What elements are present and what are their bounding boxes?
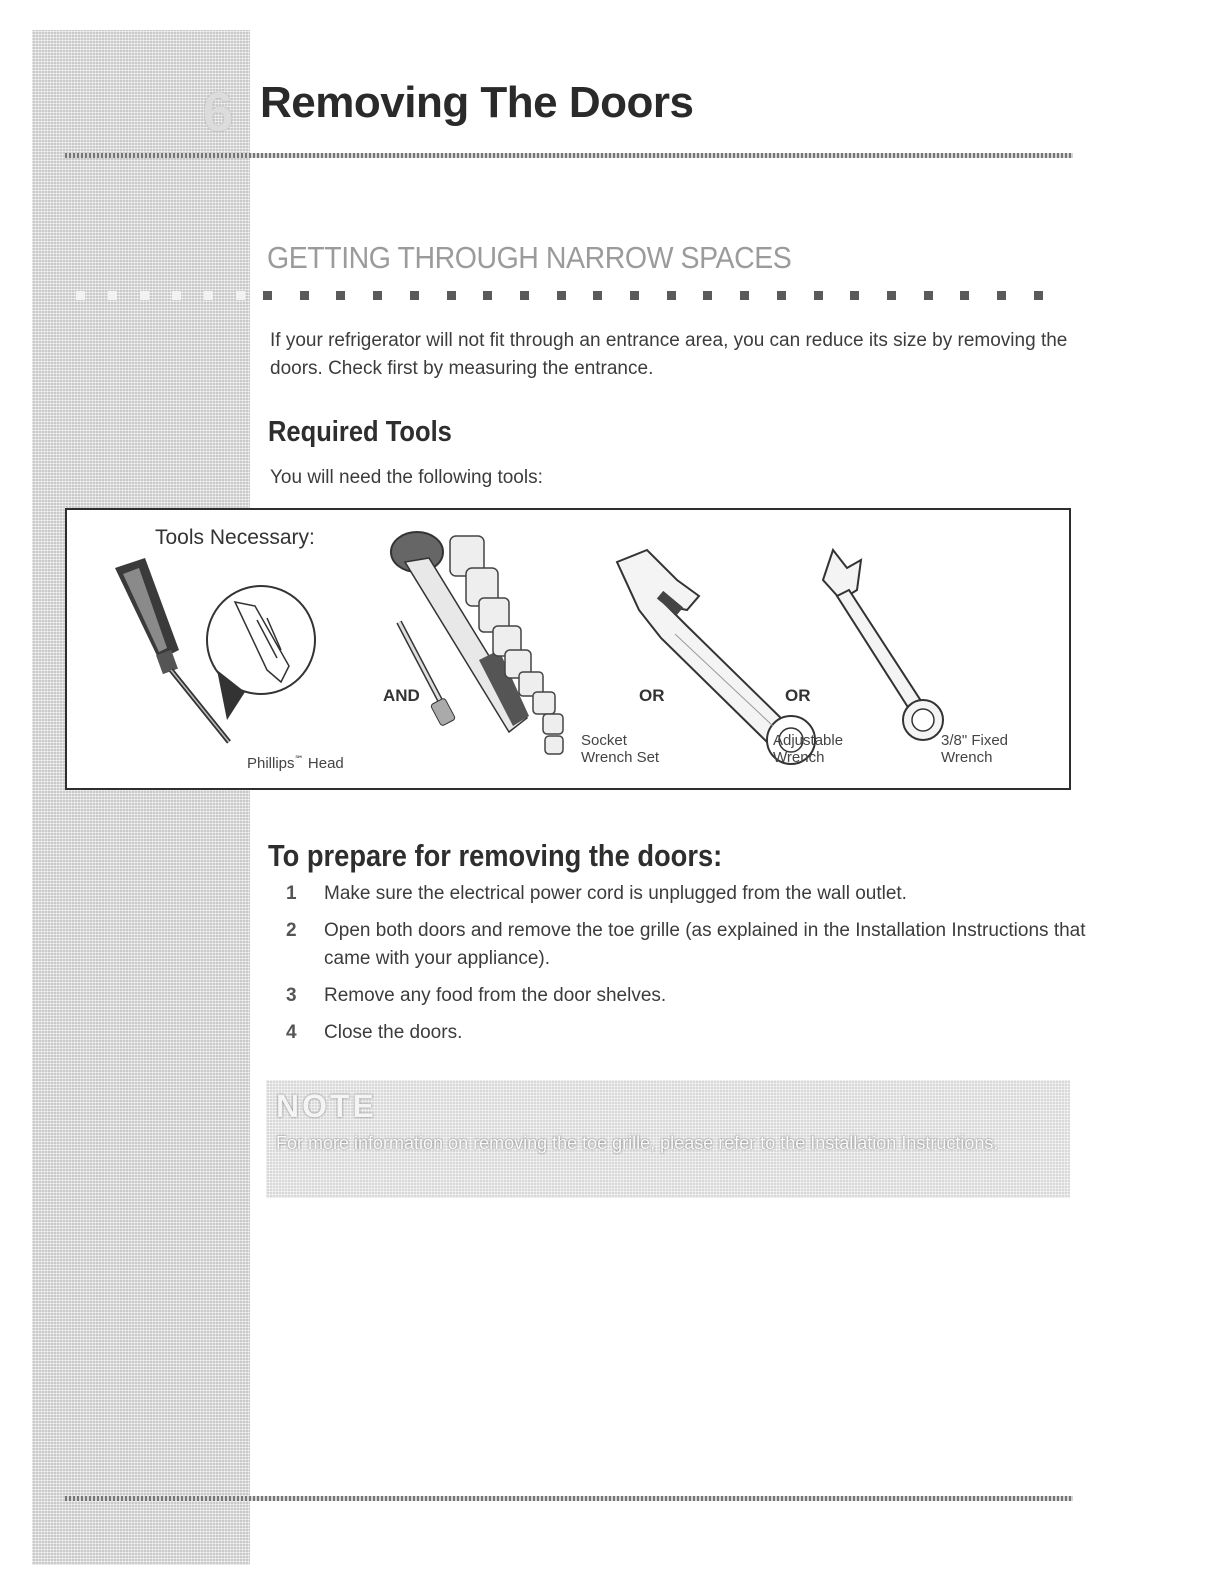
tools-illustration-box [65, 508, 1071, 790]
fixed-wrench-icon [823, 550, 943, 740]
step-number: 1 [286, 883, 297, 904]
dotted-separator [46, 288, 1076, 302]
separator-dot [814, 291, 823, 300]
separator-dot [76, 291, 85, 300]
separator-dot [108, 291, 117, 300]
separator-dot [410, 291, 419, 300]
footer-rule [65, 1496, 1073, 1501]
or-label-1: OR [639, 686, 665, 705]
tools-drawing [67, 510, 1069, 788]
header-rule [65, 153, 1073, 158]
separator-dot [593, 291, 602, 300]
separator-dot [777, 291, 786, 300]
fixed-line2: Wrench [941, 749, 993, 766]
prepare-steps-list [286, 880, 1086, 1056]
separator-dot [300, 291, 309, 300]
step-text: Close the doors. [324, 1022, 463, 1043]
socket-line2: Wrench Set [581, 749, 660, 766]
separator-dot [630, 291, 639, 300]
step-item [286, 880, 1086, 908]
note-label: NOTE [276, 1088, 377, 1124]
step-text: Remove any food from the door shelves. [324, 985, 667, 1006]
phillips-label: Phillips [247, 755, 295, 772]
step-item [286, 982, 1086, 1010]
chapter-number: 6 [202, 80, 234, 143]
socket-wrench-set-icon [391, 532, 563, 754]
separator-dot [447, 291, 456, 300]
separator-dot [850, 291, 859, 300]
separator-dot [924, 291, 933, 300]
separator-dot [997, 291, 1006, 300]
phillips-head-label [247, 751, 344, 772]
separator-dot [960, 291, 969, 300]
service-mark: ℠ [294, 754, 304, 764]
separator-dot [140, 291, 149, 300]
required-tools-heading: Required Tools [268, 416, 452, 448]
separator-dot [703, 291, 712, 300]
separator-dot [520, 291, 529, 300]
step-item [286, 917, 1086, 973]
fixed-wrench-label [941, 732, 1008, 766]
separator-dot [740, 291, 749, 300]
separator-dot [373, 291, 382, 300]
separator-dot [172, 291, 181, 300]
phillips-screwdriver-icon [115, 558, 315, 742]
phillips-suffix: Head [307, 755, 344, 772]
separator-dot [236, 291, 245, 300]
socket-line1: Socket [581, 732, 627, 749]
step-item [286, 1019, 1086, 1047]
separator-dot [557, 291, 566, 300]
step-number: 4 [286, 1022, 297, 1043]
and-label: AND [383, 686, 420, 705]
step-number: 3 [286, 985, 297, 1006]
step-number: 2 [286, 920, 297, 941]
adjustable-wrench-label [773, 732, 843, 766]
prepare-heading: To prepare for removing the doors: [268, 838, 723, 873]
adjustable-line2: Wrench [773, 749, 825, 766]
separator-dot [1034, 291, 1043, 300]
separator-dot [204, 291, 213, 300]
separator-dot [887, 291, 896, 300]
decorative-sidebar [32, 30, 250, 1565]
separator-dot [483, 291, 492, 300]
note-text: For more information on removing the toe grille, please refer to the Installation Instructions. [276, 1133, 999, 1153]
required-tools-lead: You will need the following tools: [270, 467, 543, 488]
tools-title: Tools Necessary: [155, 526, 315, 549]
fixed-line1: 3/8" Fixed [941, 732, 1009, 749]
chapter-title: Removing The Doors [260, 78, 694, 127]
socket-wrench-label [581, 732, 659, 766]
separator-dot [667, 291, 676, 300]
step-text: Open both doors and remove the toe grille (as explained in the Installation Instructions that came with your appliance). [324, 920, 1086, 969]
note-box [266, 1080, 1070, 1198]
section-heading: GETTING THROUGH NARROW SPACES [267, 240, 792, 275]
step-text: Make sure the electrical power cord is unplugged from the wall outlet. [324, 883, 907, 904]
separator-dot [263, 291, 272, 300]
separator-dot [336, 291, 345, 300]
or-label-2: OR [785, 686, 811, 705]
intro-paragraph: If your refrigerator will not fit through an entrance area, you can reduce its size by removing the doors. Check first by measuring the entrance. [270, 330, 1068, 379]
adjustable-line1: Adjustable [773, 732, 844, 749]
